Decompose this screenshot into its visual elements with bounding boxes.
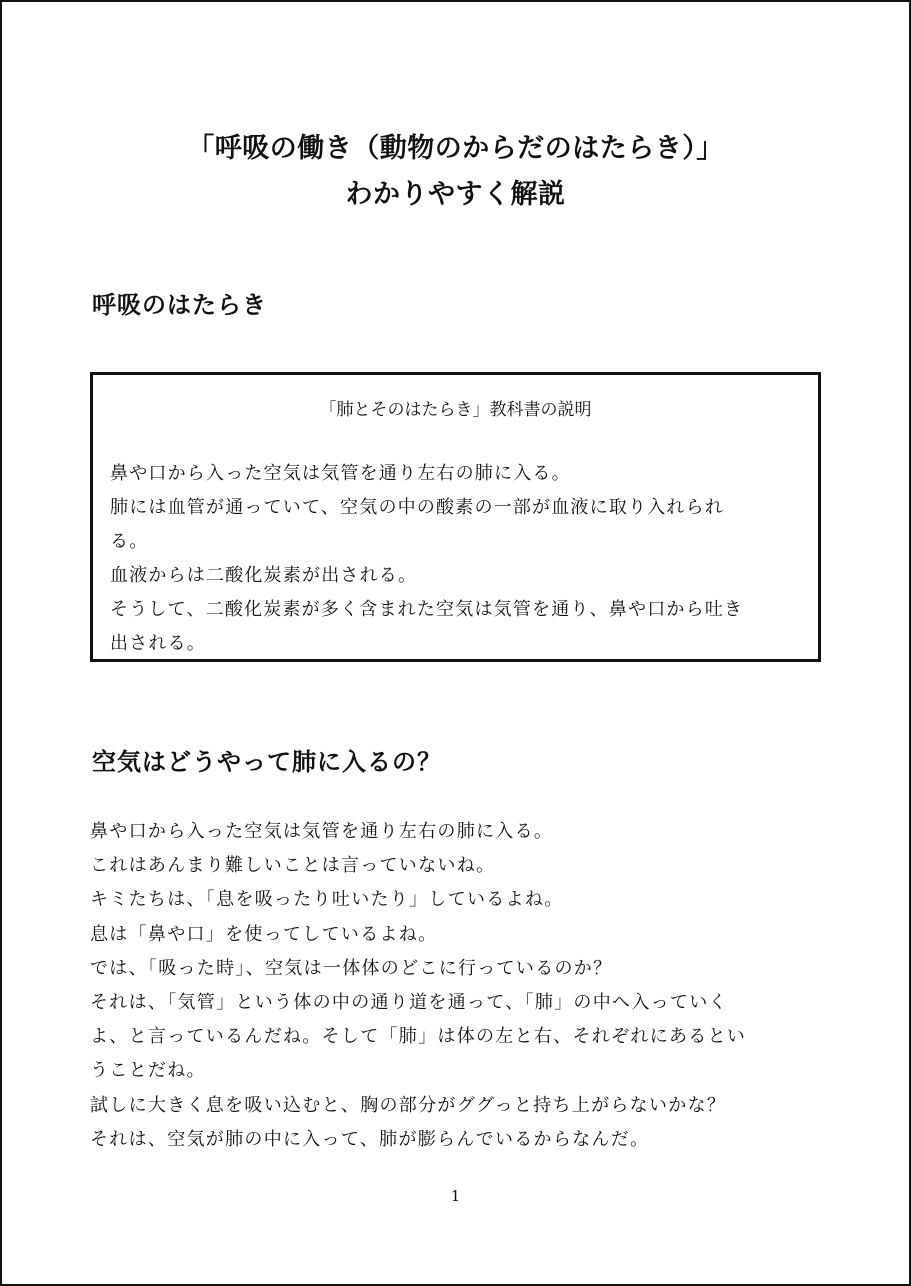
textbook-box-line: 血液からは二酸化炭素が出される。 bbox=[110, 565, 418, 586]
textbook-box-line: 出される。 bbox=[110, 633, 206, 654]
body-line: キミたちは、「息を吸ったり吐いたり」しているよね。 bbox=[90, 889, 564, 911]
page-number: 1 bbox=[450, 1187, 461, 1205]
body-line: では、「吸った時」、空気は一体体のどこに行っているのか？ bbox=[90, 957, 613, 979]
body-line: これはあんまり難しいことは言っていないね。 bbox=[90, 855, 496, 877]
body-line: それは、空気が肺の中に入って、肺が膨らんでいるからなんだ。 bbox=[90, 1128, 650, 1150]
section-heading-air-into-lungs: 空気はどうやって肺に入るの？ bbox=[92, 748, 442, 776]
textbook-box-line: る。 bbox=[110, 531, 149, 552]
section-body-text bbox=[90, 815, 830, 1157]
body-line: 試しに大きく息を吸い込むと、胸の部分がググっと持ち上がらないかな？ bbox=[90, 1094, 727, 1116]
textbook-box-line: 鼻や口から入った空気は気管を通り左右の肺に入る。 bbox=[110, 463, 571, 484]
textbook-box-body bbox=[110, 457, 810, 661]
body-line: 鼻や口から入った空気は気管を通り左右の肺に入る。 bbox=[90, 821, 554, 842]
body-line: うことだね。 bbox=[90, 1060, 206, 1082]
textbook-explanation-box bbox=[90, 372, 821, 662]
body-line: それは、「気管」という体の中の通り道を通って、「肺」の中へ入っていく bbox=[90, 992, 728, 1014]
document-title-line-1: 「呼吸の働き（動物のからだのはたらき）」 bbox=[187, 133, 724, 164]
body-line: 息は「鼻や口」を使ってしているよね。 bbox=[90, 923, 438, 945]
textbook-box-title: 「肺とそのはたらき」教科書の説明 bbox=[319, 400, 592, 420]
textbook-box-line: そうして、二酸化炭素が多く含まれた空気は気管を通り、鼻や口から吐き bbox=[110, 599, 744, 620]
body-line: よ、と言っているんだね。そして「肺」は体の左と右、それぞれにあるとい bbox=[90, 1026, 747, 1048]
section-heading-respiration: 呼吸のはたらき bbox=[92, 291, 267, 319]
textbook-box-line: 肺には血管が通っていて、空気の中の酸素の一部が血液に取り入れられ bbox=[110, 497, 725, 518]
document-title-line-2: わかりやすく解説 bbox=[345, 179, 566, 210]
